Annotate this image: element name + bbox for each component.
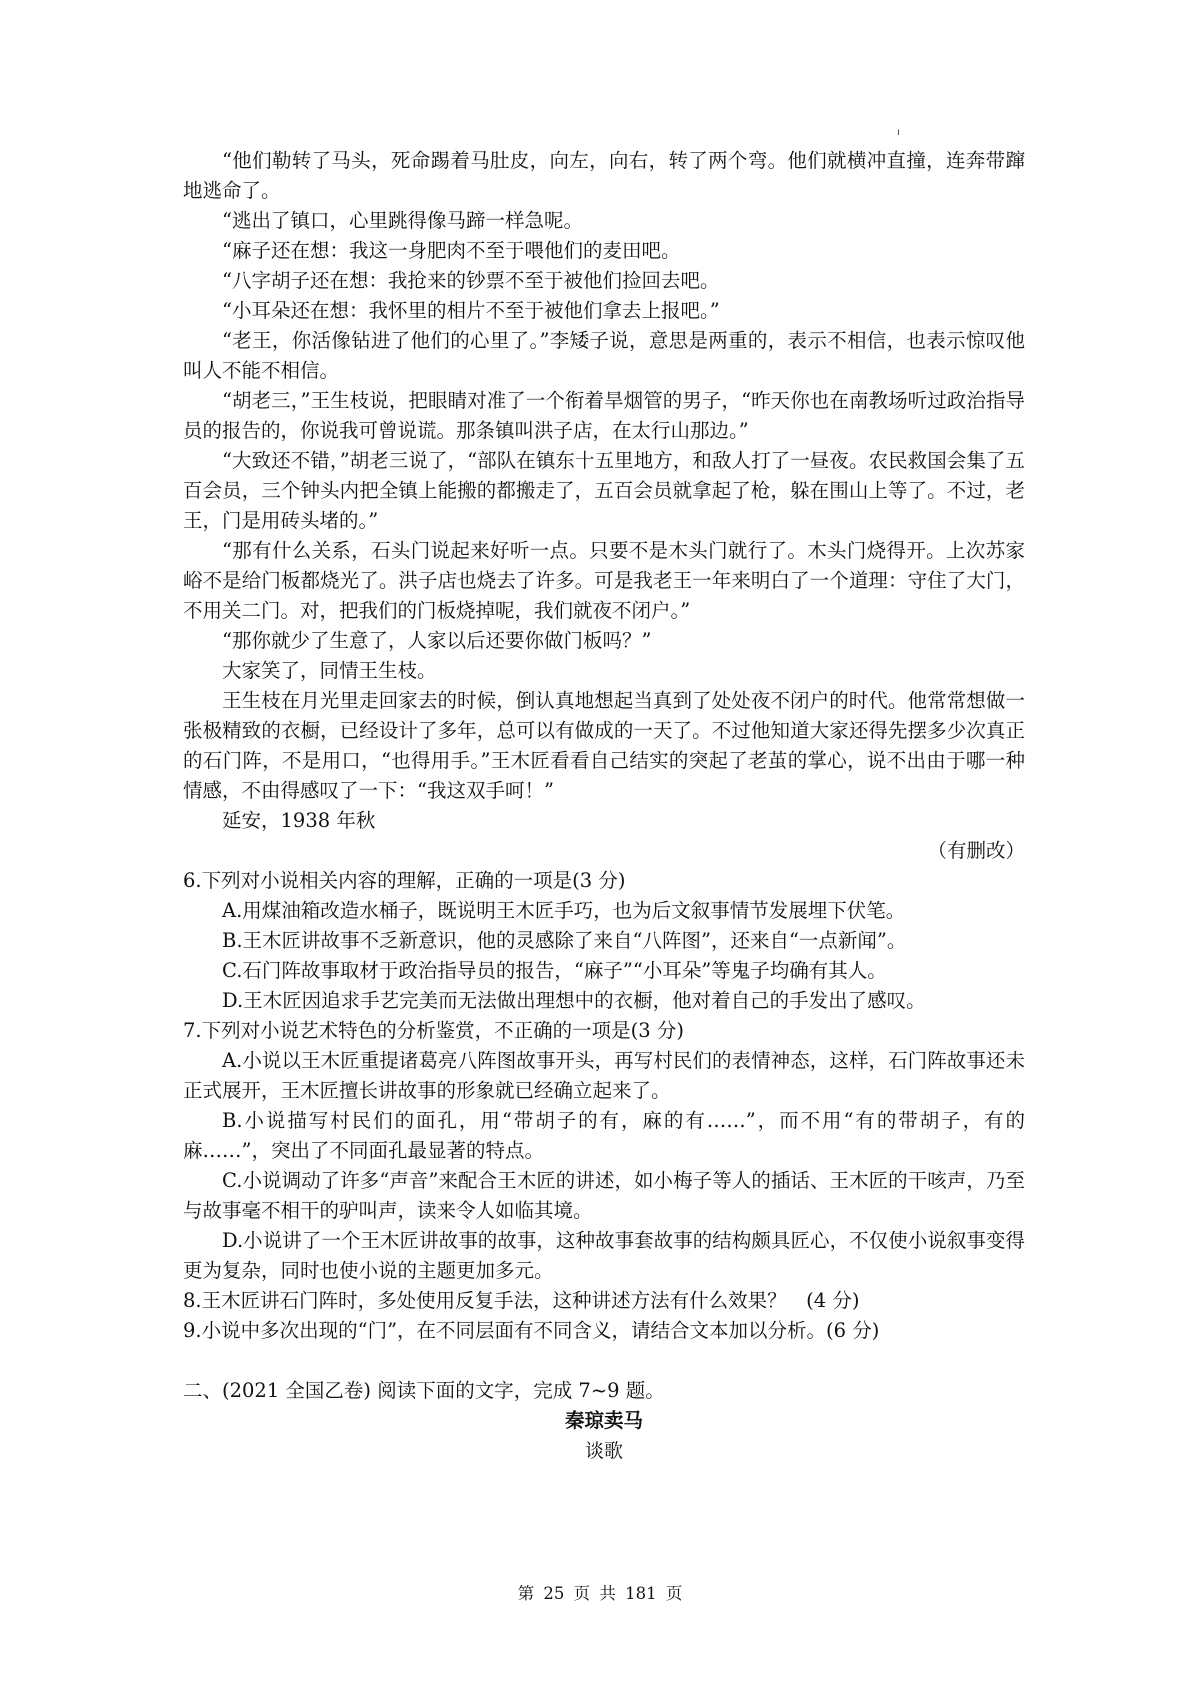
question-option: A.用煤油箱改造水桶子，既说明王木匠手巧，也为后文叙事情节发展埋下伏笔。 bbox=[222, 899, 906, 922]
story-paragraph: 王生枝在月光里走回家去的时候，倒认真地想起当真到了处处夜不闭户的时代。他常常想做一张极精致的衣橱，已经设计了多年，总可以有做成的一天了。不过他知道大家还得先摆多少次真正的石门阵，不是用口，“也得用手。”王木匠看看自己结实的突起了老茧的掌心，说不出由于哪一种情感，不由得感叹了一下：“我这双手呵！” bbox=[183, 689, 1025, 802]
story-paragraph: “他们勒转了马头，死命踢着马肚皮，向左，向右，转了两个弯。他们就横冲直撞，连奔带蹿地逃命了。 bbox=[183, 149, 1025, 202]
margin-mark: ı bbox=[897, 127, 900, 138]
story-paragraph: “大致还不错，”胡老三说了，“部队在镇东十五里地方，和敌人打了一昼夜。农民救国会集了五百会员，三个钟头内把全镇上能搬的都搬走了，五百会员就拿起了枪，躲在围山上等了。不过，老王，门是用砖头堵的。” bbox=[183, 449, 1025, 532]
question-option: D.王木匠因追求手艺完美而无法做出理想中的衣橱，他对着自己的手发出了感叹。 bbox=[222, 989, 926, 1012]
story-author: 谈歌 bbox=[584, 1440, 623, 1462]
story-paragraph: “胡老三，”王生枝说，把眼睛对准了一个衔着旱烟管的男子，“昨天你也在南教场听过政治指导员的报告的，你说我可曾说谎。那条镇叫洪子店，在太行山那边。” bbox=[183, 389, 1025, 442]
story-title: 秦琼卖马 bbox=[564, 1409, 643, 1432]
question-option: B.王木匠讲故事不乏新意识，他的灵感除了来自“八阵图”，还来自“一点新闻”。 bbox=[222, 929, 907, 952]
story-paragraph: “逃出了镇口，心里跳得像马蹄一样急呢。 bbox=[222, 209, 583, 232]
story-text bbox=[183, 146, 1025, 866]
question-option: C.小说调动了许多“声音”来配合王木匠的讲述，如小梅子等人的插话、王木匠的干咳声，乃至与故事毫不相干的驴叫声，读来令人如临其境。 bbox=[183, 1169, 1025, 1222]
question-option: C.石门阵故事取材于政治指导员的报告，“麻子”“小耳朵”等鬼子均确有其人。 bbox=[222, 959, 887, 982]
question-9: 9.小说中多次出现的“门”，在不同层面有不同含义，请结合文本加以分析。(6 分) bbox=[183, 1319, 880, 1342]
story-paragraph: “麻子还在想：我这一身肥肉不至于喂他们的麦田吧。 bbox=[222, 239, 681, 262]
page-content bbox=[183, 146, 1025, 1466]
question-stem: 7.下列对小说艺术特色的分析鉴赏，不正确的一项是(3 分) bbox=[183, 1019, 684, 1042]
story-dateline: 延安，1938 年秋 bbox=[222, 809, 376, 832]
question-6 bbox=[183, 866, 1025, 1016]
question-7 bbox=[183, 1016, 1025, 1286]
section-heading: 二、(2021 全国乙卷) 阅读下面的文字，完成 7~9 题。 bbox=[183, 1379, 665, 1402]
story-paragraph: “那你就少了生意了，人家以后还要你做门板吗？” bbox=[222, 629, 652, 652]
questions bbox=[183, 866, 1025, 1346]
section-2 bbox=[183, 1376, 1025, 1466]
section-gap bbox=[183, 1346, 1025, 1376]
question-option: D.小说讲了一个王木匠讲故事的故事，这种故事套故事的结构颇具匠心，不仅使小说叙事变得更为复杂，同时也使小说的主题更加多元。 bbox=[183, 1229, 1025, 1282]
edit-note: （有删改） bbox=[927, 839, 1025, 862]
story-paragraph: “八字胡子还在想：我抢来的钞票不至于被他们捡回去吧。 bbox=[222, 269, 720, 292]
question-stem: 6.下列对小说相关内容的理解，正确的一项是(3 分) bbox=[183, 869, 626, 892]
question-option: A.小说以王木匠重提诸葛亮八阵图故事开头，再写村民们的表情神态，这样，石门阵故事还未正式展开，王木匠擅长讲故事的形象就已经确立起来了。 bbox=[183, 1049, 1025, 1102]
story-paragraph: “那有什么关系，石头门说起来好听一点。只要不是木头门就行了。木头门烧得开。上次苏家峪不是给门板都烧光了。洪子店也烧去了许多。可是我老王一年来明白了一个道理：守住了大门，不用关二门。对，把我们的门板烧掉呢，我们就夜不闭户。” bbox=[183, 539, 1025, 622]
question-8: 8.王木匠讲石门阵时，多处使用反复手法，这种讲述方法有什么效果？ (4 分) bbox=[183, 1289, 860, 1312]
page-footer: 第 25 页 共 181 页 bbox=[517, 1584, 683, 1603]
question-option: B.小说描写村民们的面孔，用“带胡子的有，麻的有……”，而不用“有的带胡子，有的麻……”，突出了不同面孔最显著的特点。 bbox=[183, 1109, 1025, 1162]
story-paragraph: “小耳朵还在想：我怀里的相片不至于被他们拿去上报吧。” bbox=[222, 299, 720, 322]
story-paragraph: “老王，你活像钻进了他们的心里了。”李矮子说，意思是两重的，表示不相信，也表示惊叹他叫人不能不相信。 bbox=[183, 329, 1025, 382]
story-paragraph: 大家笑了，同情王生枝。 bbox=[222, 659, 437, 682]
